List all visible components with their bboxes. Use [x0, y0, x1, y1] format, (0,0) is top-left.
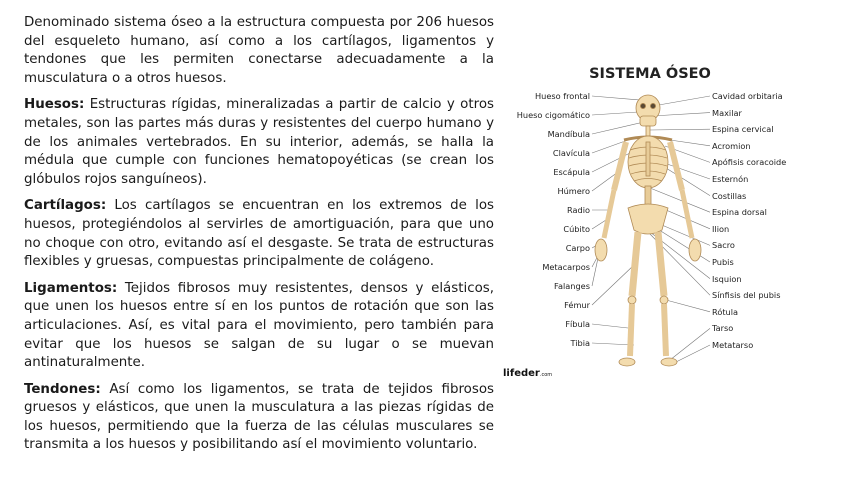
right-leader-line-10 — [656, 228, 710, 262]
right-label-15: Metatarso — [712, 340, 754, 350]
right-label-8: Ilion — [712, 223, 730, 234]
left-leader-line-0 — [592, 96, 640, 100]
right-leader-line-3 — [670, 140, 710, 146]
left-label-4: Escápula — [553, 167, 590, 177]
desc-cartilagos: Los cartílagos se encuentran en los extremos de los huesos, protegiéndolos al servirles de amortiguación, para que uno no choque con otro, evitando así el desgaste. Se trata de estructuras flexibles y gruesas, compuestas principalmente de colágeno. — [24, 198, 494, 270]
left-label-10: Falanges — [554, 281, 590, 291]
left-label-5: Húmero — [557, 186, 590, 196]
left-label-7: Cúbito — [563, 224, 590, 234]
right-label-10: Pubis — [712, 257, 734, 267]
term-huesos: Huesos: — [24, 97, 85, 113]
right-leader-line-13 — [666, 300, 710, 312]
right-label-3: Acromion — [712, 140, 751, 151]
right-leader-line-15 — [672, 345, 710, 364]
left-label-6: Radio — [566, 205, 590, 215]
left-leader-line-10 — [592, 258, 598, 286]
left-label-9: Metacarpos — [542, 262, 590, 272]
section-ligamentos — [24, 280, 494, 373]
left-leader-line-2 — [592, 122, 644, 134]
left-label-0: Hueso frontal — [534, 91, 590, 101]
right-label-14: Tarso — [712, 323, 734, 334]
logo-suffix: .com — [539, 372, 553, 378]
intro-paragraph: Denominado sistema óseo a la estructura compuesta por 206 huesos del esqueleto humano, así como a los cartílagos, ligamentos y tendones que les permiten conectarse adecuadamente a la musculatura o a otros huesos. — [24, 15, 494, 86]
right-leader-line-6 — [666, 168, 710, 196]
logo-name: lifeder — [503, 368, 540, 379]
term-ligamentos: Ligamentos: — [24, 280, 118, 296]
right-label-11: Isquion — [712, 273, 742, 284]
right-label-6: Costillas — [712, 190, 747, 201]
right-label-1: Maxilar — [712, 107, 742, 118]
right-label-9: Sacro — [712, 240, 735, 251]
right-label-13: Rótula — [712, 306, 739, 317]
left-leader-line-11 — [592, 265, 634, 305]
lifeder-logo — [503, 368, 552, 379]
term-tendones: Tendones: — [24, 381, 101, 397]
left-leader-line-1 — [592, 112, 638, 115]
left-leader-line-12 — [592, 324, 628, 328]
right-label-5: Esternón — [712, 174, 749, 184]
section-cartilagos — [24, 197, 494, 271]
left-label-2: Mandíbula — [547, 129, 590, 139]
desc-huesos: Estructuras rígidas, mineralizadas a partir de calcio y otros metales, son las partes más duras y resistentes del cuerpo humano y de los animales vertebrados. En su interior, además, se halla la médula que cumple con funciones hematopoyéticas (se crean los glóbulos rojos sanguíneos). — [24, 97, 494, 187]
section-huesos — [24, 96, 494, 189]
left-label-8: Carpo — [565, 243, 590, 253]
right-label-7: Espina dorsal — [712, 207, 767, 218]
figure-title: SISTEMA ÓSEO — [589, 66, 711, 82]
left-leader-line-4 — [592, 152, 632, 172]
right-label-4: Apófisis coracoide — [712, 157, 787, 168]
text-column — [24, 14, 494, 463]
desc-ligamentos: Tejidos fibrosos muy resistentes, densos y elásticos, que unen los huesos entre sí en los puntos de rotación que son las articulaciones. Así, es vital para el movimiento, pero también para evitar que los huesos se salgan de su lugar o se muevan antinaturalmente. — [24, 280, 494, 371]
right-label-0: Cavidad orbitaria — [712, 91, 783, 101]
section-tendones — [24, 381, 494, 455]
skeleton-figure — [500, 60, 800, 390]
right-leader-line-2 — [650, 129, 710, 130]
right-leader-line-0 — [653, 96, 710, 106]
left-label-3: Clavícula — [552, 148, 590, 158]
left-label-11: Fémur — [564, 300, 590, 310]
right-label-2: Espina cervical — [712, 124, 774, 135]
term-cartilagos: Cartílagos: — [24, 198, 107, 214]
left-label-13: Tibia — [570, 338, 590, 348]
left-label-12: Fíbula — [565, 319, 590, 329]
desc-tendones: Así como los ligamentos, se trata de tejidos fibrosos gruesos y elásticos, que unen la musculatura a las piezas rígidas de los huesos, permitiendo que la fuerza de las células musculares se transmita a los huesos y posibilitando así el movimiento voluntario. — [24, 381, 494, 453]
right-leader-line-1 — [652, 113, 710, 116]
right-label-12: Sínfisis del pubis — [712, 290, 781, 301]
left-label-1: Hueso cigomático — [516, 110, 590, 120]
